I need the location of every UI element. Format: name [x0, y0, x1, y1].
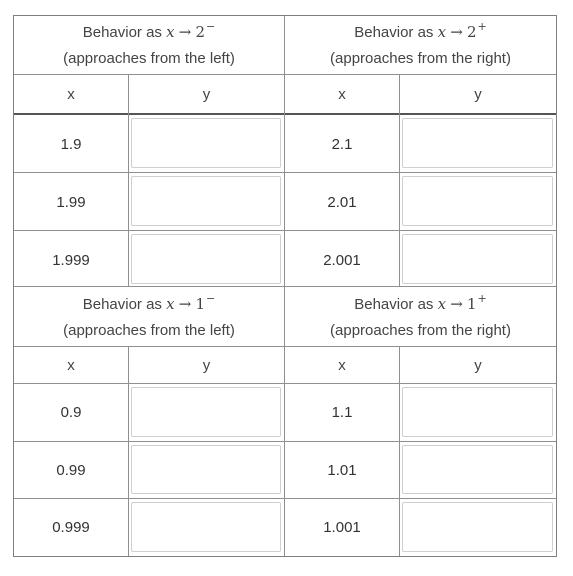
limit-target: 2	[195, 23, 206, 41]
column-header-label: y	[202, 356, 211, 374]
table-divider	[14, 383, 556, 384]
arrow-icon: →	[450, 23, 463, 41]
table-divider	[14, 230, 556, 231]
x-value-cell	[14, 442, 128, 500]
x-value-cell	[285, 231, 399, 289]
section-header-1-right	[285, 287, 556, 346]
section-header-2-right	[285, 16, 556, 74]
x-value-cell	[285, 115, 399, 173]
column-header-y	[400, 347, 556, 383]
x-value: 0.999	[52, 519, 90, 537]
limit-target: 2	[467, 23, 477, 41]
x-value: 0.99	[56, 461, 86, 479]
limit-target: 1	[195, 294, 206, 313]
table-divider	[128, 347, 129, 556]
y-value-input[interactable]	[131, 234, 281, 284]
y-value-input[interactable]	[402, 502, 553, 552]
math-variable: x	[166, 23, 175, 41]
section-title	[354, 20, 487, 41]
y-value-input[interactable]	[131, 502, 281, 552]
x-value: 1.01	[327, 461, 357, 479]
y-value-input[interactable]	[402, 234, 553, 284]
table-divider	[284, 287, 285, 556]
x-value-cell	[14, 499, 128, 557]
column-header-y	[400, 75, 556, 113]
column-header-x	[285, 75, 399, 113]
y-value-input[interactable]	[131, 445, 281, 495]
limit-direction: −	[206, 291, 216, 305]
x-value-cell	[285, 384, 399, 442]
section-subtitle: (approaches from the right)	[330, 321, 511, 339]
section-subtitle: (approaches from the left)	[63, 50, 235, 67]
math-variable: x	[166, 294, 175, 313]
x-value: 0.9	[60, 404, 82, 422]
column-header-y	[129, 347, 284, 383]
title-prefix: Behavior as	[354, 295, 434, 313]
table-divider	[399, 347, 400, 556]
section-header-1-left	[14, 287, 284, 346]
arrow-icon: →	[178, 23, 192, 41]
column-header-label: x	[67, 85, 75, 103]
title-prefix: Behavior as	[82, 295, 162, 313]
y-value-input[interactable]	[402, 445, 553, 495]
column-header-x	[285, 347, 399, 383]
x-value: 1.1	[331, 404, 353, 422]
table-divider	[14, 113, 556, 115]
y-value-input[interactable]	[131, 118, 281, 168]
x-value-cell	[14, 231, 128, 289]
column-header-label: y	[202, 85, 211, 103]
table-divider	[14, 74, 556, 75]
table-divider	[14, 172, 556, 173]
table-divider	[14, 286, 556, 287]
x-value: 2.1	[331, 135, 353, 153]
column-header-label: x	[338, 85, 346, 103]
section-title	[82, 291, 216, 313]
x-value: 1.999	[52, 251, 90, 269]
y-value-input[interactable]	[402, 118, 553, 168]
x-value-cell	[14, 115, 128, 173]
y-value-input[interactable]	[402, 176, 553, 226]
table-divider	[14, 498, 556, 499]
column-header-y	[129, 75, 284, 113]
limit-direction: −	[206, 20, 216, 33]
arrow-icon: →	[450, 294, 463, 313]
table-divider	[399, 75, 400, 287]
table-divider	[14, 441, 556, 442]
x-value: 2.001	[323, 251, 361, 269]
column-header-label: x	[67, 356, 75, 374]
x-value: 1.001	[323, 519, 361, 537]
y-value-input[interactable]	[131, 387, 281, 437]
table-divider	[284, 16, 285, 287]
limit-target: 1	[467, 294, 477, 313]
x-value-cell	[285, 499, 399, 557]
x-value: 2.01	[327, 193, 357, 211]
table-divider	[14, 346, 556, 347]
column-header-x	[14, 347, 128, 383]
y-value-input[interactable]	[402, 387, 553, 437]
limit-direction: +	[477, 291, 487, 305]
limits-table	[13, 15, 557, 557]
section-header-2-left	[14, 16, 284, 74]
x-value-cell	[14, 384, 128, 442]
table-divider	[128, 75, 129, 287]
section-subtitle: (approaches from the left)	[63, 321, 235, 339]
section-title	[82, 20, 216, 41]
x-value-cell	[285, 442, 399, 500]
x-value: 1.99	[56, 193, 86, 211]
x-value: 1.9	[60, 135, 82, 153]
section-subtitle: (approaches from the right)	[330, 50, 511, 67]
column-header-label: y	[474, 85, 482, 103]
column-header-label: y	[474, 356, 482, 374]
x-value-cell	[285, 173, 399, 231]
math-variable: x	[437, 294, 447, 313]
column-header-label: x	[338, 356, 346, 374]
title-prefix: Behavior as	[354, 24, 434, 41]
arrow-icon: →	[178, 294, 192, 313]
limit-direction: +	[477, 20, 487, 33]
x-value-cell	[14, 173, 128, 231]
title-prefix: Behavior as	[82, 24, 162, 41]
section-title	[354, 291, 487, 313]
column-header-x	[14, 75, 128, 113]
y-value-input[interactable]	[131, 176, 281, 226]
math-variable: x	[437, 23, 447, 41]
